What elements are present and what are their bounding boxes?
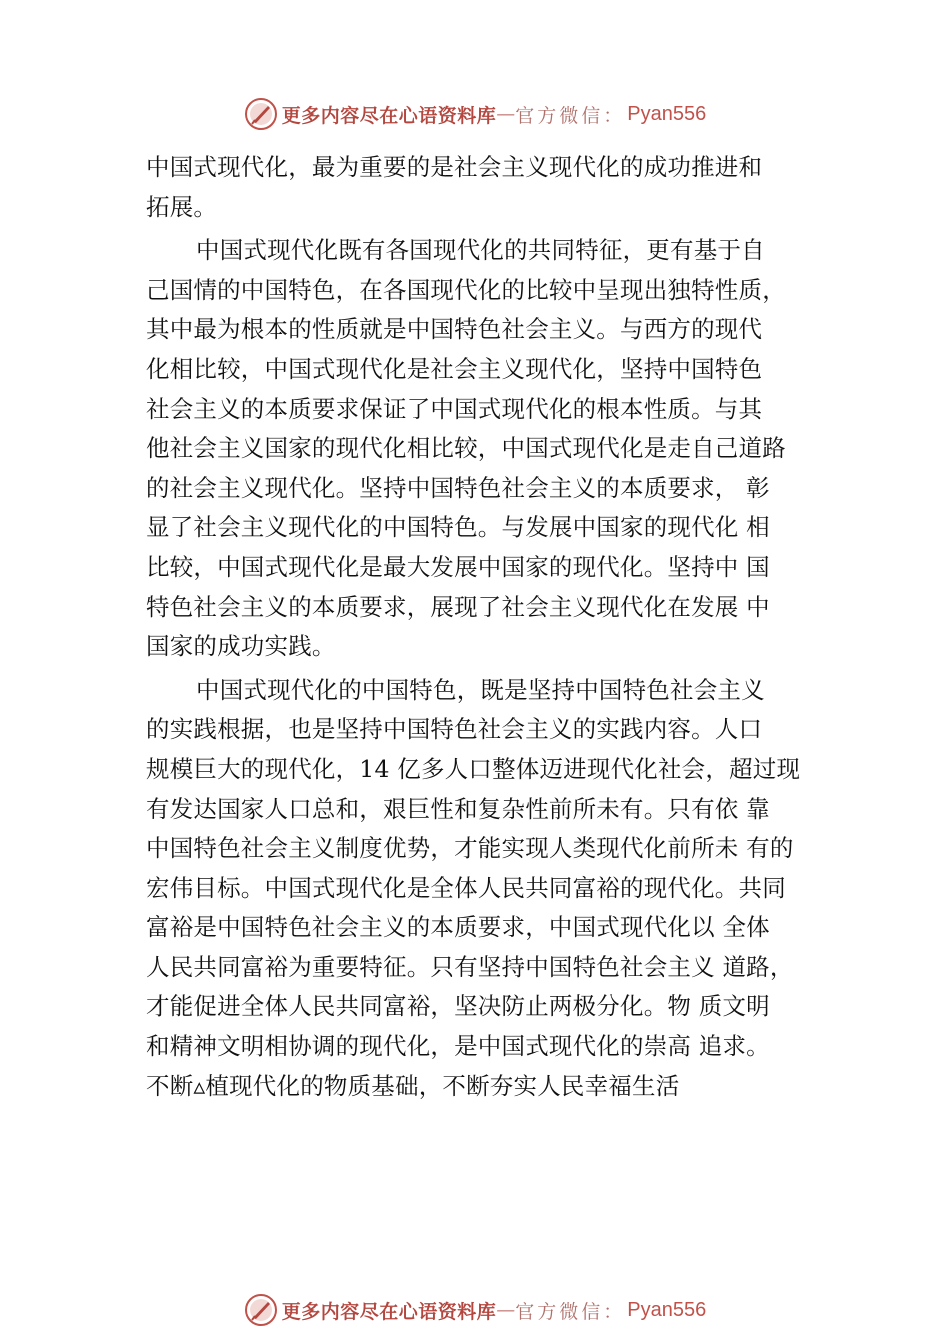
body-line: 和精神文明相协调的现代化，是中国式现代化的崇高 追求。 [146,1032,770,1061]
body-line: 拓展。 [146,192,218,221]
body-line: 中国式现代化既有各国现代化的共同特征，更有基于自 [196,236,765,265]
header-wechat-id: Pyan556 [627,102,707,125]
quill-logo-icon [244,1293,278,1327]
header-wechat-label: 官方微信： [515,104,626,127]
footer-brand: 更多内容尽在心语资料库 [281,1300,497,1323]
body-line: 不断▵植现代化的物质基础，不断夯实人民幸福生活 [146,1071,680,1100]
document-body [146,148,836,1106]
body-line: 才能促进全体人民共同富裕，坚决防止两极分化。物 质文明 [146,992,770,1021]
body-line: 社会主义的本质要求保证了中国式现代化的根本性质。与其 [146,394,763,423]
body-line: 他社会主义国家的现代化相比较，中国式现代化是走自己道路 [146,434,786,463]
body-line: 的实践根据，也是坚持中国特色社会主义的实践内容。人口 [146,715,763,744]
header-brand: 更多内容尽在心语资料库 [281,104,497,127]
body-line: 国家的成功实践。 [146,632,336,661]
header-dash: — [496,103,516,125]
body-line: 宏伟目标。中国式现代化是全体人民共同富裕的现代化。共同 [146,873,786,902]
footer-wechat-id: Pyan556 [627,1298,707,1321]
body-line: 己国情的中国特色，在各国现代化的比较中呈现出独特性质， [146,275,786,304]
header-banner [0,94,950,134]
body-line: 化相比较，中国式现代化是社会主义现代化，坚持中国特色 [146,354,763,383]
body-line: 富裕是中国特色社会主义的本质要求，中国式现代化以 全体 [146,913,770,942]
body-line: 中国式现代化，最为重要的是社会主义现代化的成功推进和 [146,153,763,181]
body-line: 规模巨大的现代化，14 亿多人口整体迈进现代化社会，超过现 [146,754,801,783]
body-line: 的社会主义现代化。坚持中国特色社会主义的本质要求， 彰 [146,473,770,502]
footer-dash: — [496,1299,516,1321]
body-line: 人民共同富裕为重要特征。只有坚持中国特色社会主义 道路， [146,952,794,981]
body-line: 有发达国家人口总和，艰巨性和复杂性前所未有。只有依 靠 [146,794,770,823]
body-line: 中国式现代化的中国特色，既是坚持中国特色社会主义 [196,675,765,704]
body-line: 比较，中国式现代化是最大发展中国家的现代化。坚持中 国 [146,552,770,581]
footer-wechat-label: 官方微信： [515,1300,626,1323]
body-line: 其中最为根本的性质就是中国特色社会主义。与西方的现代 [146,315,763,344]
body-line: 特色社会主义的本质要求，展现了社会主义现代化在发展 中 [146,592,770,621]
footer-banner [0,1290,950,1330]
quill-logo-icon [244,97,278,131]
body-line: 显了社会主义现代化的中国特色。与发展中国家的现代化 相 [146,513,770,542]
body-line: 中国特色社会主义制度优势，才能实现人类现代化前所未 有的 [146,834,794,863]
